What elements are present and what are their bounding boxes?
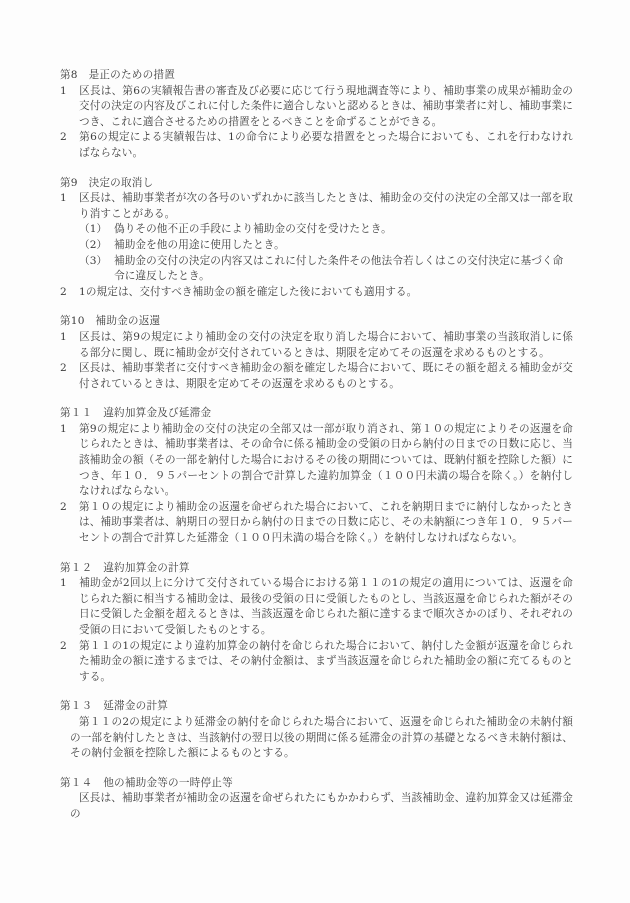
item-text: 第１０の規定により補助金の返還を命ぜられた場合において、これを納期日までに納付しなかったときは、補助事業者は、納期日の翌日から納付の日までの日数に応じ、その未納額につき年１０．９５パーセントの割合で計算した延滞金（１００円未満の場合を除く。）を納付しなければならない。 [79,500,573,545]
section-item [60,285,573,301]
item-marker: （1） [79,223,108,236]
document-section [60,699,573,761]
section-heading: 第１４ 他の補助金等の一時停止等 [60,776,233,789]
item-marker: 1 [60,422,67,435]
document-section [60,68,573,162]
item-text: 第9の規定により補助金の交付の決定の全部又は一部が取り消され、第１０の規定によりその返還を命じられたときは、補助事業者は、その命令に係る補助金の受領の日から納付の日までの日数に応じ、当該補助金の額（その一部を納付した場合におけるその後の期間については、既納付額を控除した額）につき、年１０．９５パーセントの割合で計算した違約加算金（１００円未満の場合を除く。）を納付しなければならない。 [79,422,573,498]
item-marker: （2） [79,238,108,251]
item-text: 区長は、第6の実績報告書の審査及び必要に応じて行う現地調査等により、補助事業の成果が補助金の交付の決定の内容及びこれに付した条件に適合しないと認めるときは、補助事業者に対し、補助事業につき、これに適合させるための措置をとるべきことを命ずることができる。 [79,84,573,128]
section-subitem [60,238,573,254]
item-marker: 2 [60,500,67,513]
section-heading: 第１２ 違約加算金の計算 [60,561,190,574]
item-marker: 1 [60,577,67,590]
item-marker: 2 [60,639,67,652]
section-item [60,361,573,392]
section-item [60,422,573,500]
section-heading: 第１３ 延滞金の計算 [60,700,169,713]
section-item [60,130,573,161]
document-section [60,314,573,392]
section-item [60,576,573,638]
section-heading: 第10 補助金の返還 [60,315,161,328]
section-subitem [60,222,573,238]
section-item [60,191,573,222]
item-text: 第6の規定による実績報告は、1の命令により必要な措置をとった場合においても、これを行わなければならない。 [79,131,573,159]
section-heading: 第9 決定の取消し [60,176,154,189]
document-section [60,176,573,301]
item-text: 補助金の交付の決定の内容又はこれに付した条件その他法令若しくはこの交付決定に基づく命令に違反したとき。 [114,254,564,283]
section-item [60,500,573,547]
section-heading: 第8 是正のための措置 [60,69,176,81]
section-subitem [60,254,573,285]
item-marker: （3） [79,254,108,267]
item-marker: 2 [60,131,67,144]
item-text: 区長は、第9の規定により補助金の交付の決定を取り消した場合において、補助事業の当該取消しに係る部分に関し、既に補助金が交付されているときは、期限を定めてその返還を求めるものとする。 [79,330,573,359]
section-heading: 第１１ 違約加算金及び延滞金 [60,407,212,420]
item-marker: 1 [60,84,67,97]
section-item [60,330,573,361]
document-section [60,776,573,823]
item-marker: 1 [60,330,67,343]
item-text: 区長は、補助事業者が次の各号のいずれかに該当したときは、補助金の交付の決定の全部又は一部を取り消すことがある。 [79,192,573,220]
section-item [60,84,573,131]
document-section [60,406,573,546]
item-text: 補助金を他の用途に使用したとき。 [114,238,285,251]
section-paragraph: 第１１の2の規定により延滞金の納付を命じられた場合において、返還を命じられた補助金の未納付額の一部を納付したときは、当該納付の翌日以後の期間に係る延滞金の計算の基礎となるべき未納付額は、その納付金額を控除した額によるものとする。 [70,715,573,760]
item-marker: 1 [60,192,67,205]
item-text: 偽りその他不正の手段により補助金の交付を受けたとき。 [114,223,392,236]
item-marker: 2 [60,362,67,375]
item-text: 区長は、補助事業者に交付すべき補助金の額を確定した場合において、既にその額を超える補助金が交付されているときは、期限を定めてその返還を求めるものとする。 [79,362,573,390]
section-item [60,639,573,686]
item-text: 補助金が2回以上に分けて交付されている場合における第１１の1の規定の適用については、返還を命じられた額に相当する補助金は、最後の受領の日に受領したものとし、当該返還を命じられた額がその日に受領した金額を超えるときは、当該返還を命じられた額に達するまで順次さかのぼり、それぞれの受領の日において受領したものとする。 [79,577,573,636]
section-paragraph: 区長は、補助事業者が補助金の返還を命ぜられたにもかかわらず、当該補助金、違約加算金又は延滞金の [70,792,573,820]
item-marker: 2 [60,285,67,298]
document-section [60,561,573,686]
item-text: 1の規定は、交付すべき補助金の額を確定した後においても適用する。 [79,285,418,298]
item-text: 第１１の1の規定により違約加算金の納付を命じられた場合において、納付した金額が返還を命じられた補助金の額に達するまでは、その納付金額は、まず当該返還を命じられた補助金の額に充てるものとする。 [79,639,573,683]
document-body [60,68,573,823]
